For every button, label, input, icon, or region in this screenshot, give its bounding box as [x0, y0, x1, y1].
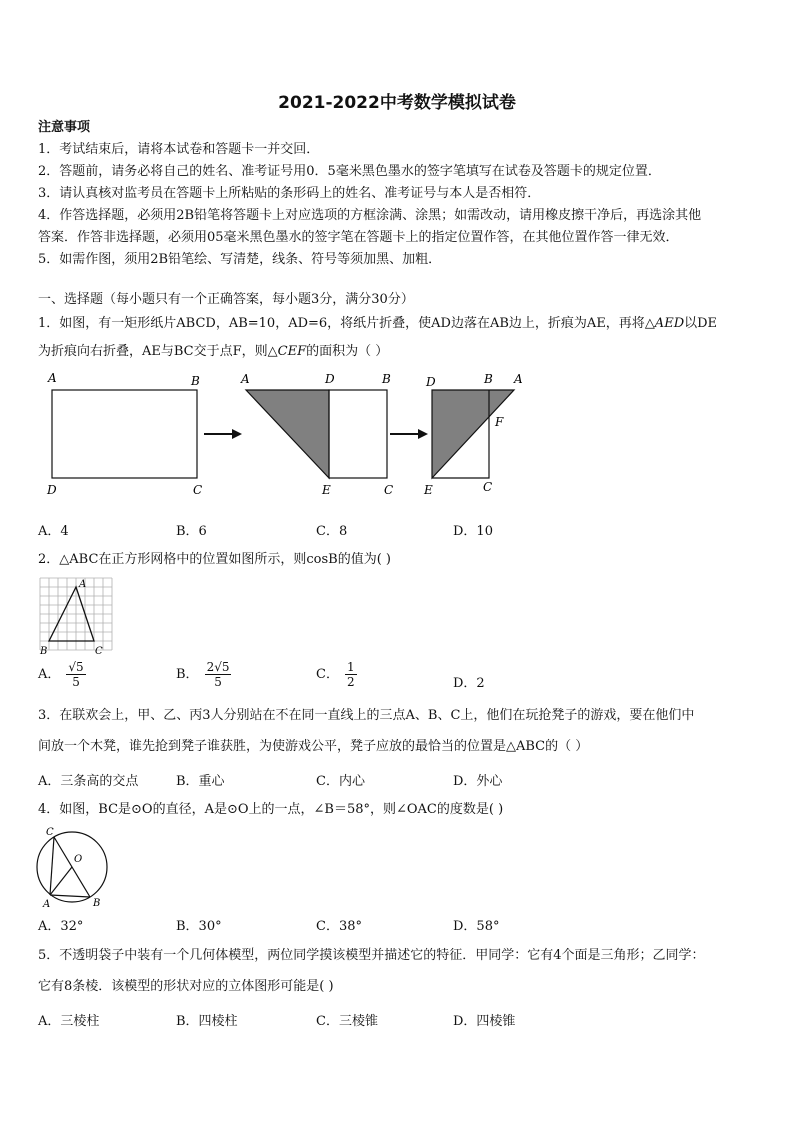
q2-option-c-numerator: 1: [346, 660, 355, 674]
q2-option-c-fraction: [345, 660, 357, 689]
q1-math-cef: △CEF: [267, 344, 307, 359]
q1-fig3-label-b: B: [484, 372, 493, 386]
q2-option-b-numerator: 2√5: [206, 660, 230, 674]
q3-option-a: A．三条高的交点: [38, 774, 139, 789]
q1-text-c: 为折痕向右折叠，AE与BC交于点F，则: [38, 344, 268, 359]
notice-item-2: 2．答题前，请务必将自己的姓名、准考证号用0．5毫米黑色墨水的签字笔填写在试卷及答题卡的规定位置．: [38, 164, 661, 179]
q1-fig2-label-b: B: [382, 372, 391, 386]
q1-text-b: 以DE: [684, 316, 718, 331]
q5-option-b: B．四棱柱: [176, 1014, 238, 1029]
notice-item-4-cont: 答案．作答非选择题，必须用05毫米黑色墨水的签字笔在答题卡上的指定位置作答，在其他位置作答一律无效．: [38, 230, 679, 245]
q1-fig2-label-d: D: [325, 372, 335, 386]
arrow-1-head: [232, 429, 242, 439]
q1-fig1-label-c: C: [193, 483, 203, 497]
exam-title: 2021-2022中考数学模拟试卷: [278, 93, 516, 113]
q1-fig2-folded-triangle: [246, 390, 329, 478]
notice-item-3: 3．请认真核对监考员在答题卡上所粘贴的条形码上的姓名、准考证号与本人是否相符．: [38, 186, 541, 201]
q1-fig3-label-a: A: [514, 372, 523, 386]
q1-fig2-label-c: C: [384, 483, 394, 497]
arrow-2-head: [418, 429, 428, 439]
q3-stem-line1: 3．在联欢会上，甲、乙、丙3人分别站在不在同一直线上的三点A、B、C上，他们在玩抢凳子的游戏，要在他们中: [38, 708, 695, 723]
notice-heading: 注意事项: [38, 120, 91, 135]
q3-option-b: B．重心: [176, 774, 225, 789]
q2-option-c-label: C．: [316, 667, 339, 682]
q4-chord-ca: [50, 837, 54, 895]
q4-radius-oa: [50, 867, 72, 895]
section-heading: 一、选择题（每小题只有一个正确答案，每小题3分，满分30分）: [38, 292, 414, 307]
q5-option-a: A．三棱柱: [38, 1014, 100, 1029]
q1-fig2-label-e: E: [322, 483, 331, 497]
q1-option-b: B．6: [176, 524, 207, 539]
q2-option-a: [38, 660, 86, 689]
q2-option-c: [316, 660, 357, 689]
q1-text-a: 1．如图，有一矩形纸片ABCD，AB=10，AD=6，将纸片折叠，使AD边落在AB边上，折痕为AE，再将: [38, 316, 645, 331]
q1-math-aed: △AED: [644, 316, 685, 331]
q2-option-c-denominator: 2: [346, 675, 355, 689]
q1-fig1-label-d: D: [47, 483, 57, 497]
q4-label-c: C: [46, 827, 54, 838]
q2-option-a-label: A．: [38, 667, 61, 682]
q5-option-c: C．三棱锥: [316, 1014, 378, 1029]
q4-option-d: D．58°: [453, 919, 500, 934]
q1-stem-line1: [38, 316, 717, 332]
q5-stem-line1: 5．不透明袋子中装有一个几何体模型，两位同学摸该模型并描述它的特征．甲同学：它有4个面是三角形；乙同学：: [38, 948, 705, 963]
q2-option-b: [176, 660, 231, 689]
q4-label-o: O: [74, 854, 83, 865]
q1-fig3-label-c: C: [483, 480, 493, 494]
q2-option-b-fraction: [205, 660, 232, 689]
q2-option-b-label: B．: [176, 667, 199, 682]
q1-rect-abcd: [52, 390, 197, 478]
q1-fig3-label-e: E: [424, 483, 433, 497]
q2-option-a-fraction: [66, 660, 85, 689]
notice-item-1: 1．考试结束后，请将本试卷和答题卡一并交回．: [38, 142, 320, 157]
q4-option-b: B．30°: [176, 919, 222, 934]
q1-fig2-rect-dbce: [329, 390, 387, 478]
q2-option-a-denominator: 5: [72, 675, 80, 689]
q2-label-b: B: [40, 646, 48, 657]
q2-option-a-numerator: √5: [68, 660, 84, 674]
q1-option-d: D．10: [453, 524, 493, 539]
q2-label-a: A: [79, 579, 87, 590]
q1-fig2-label-a: A: [241, 372, 250, 386]
q4-chord-ab: [50, 895, 90, 897]
q1-fig3-folded-triangle: [432, 390, 514, 478]
q2-option-b-denominator: 5: [214, 675, 222, 689]
q5-option-d: D．四棱锥: [453, 1014, 516, 1029]
q3-option-d: D．外心: [453, 774, 503, 789]
notice-item-5: 5．如需作图，须用2B铅笔绘、写清楚，线条、符号等须加黑、加粗．: [38, 252, 442, 267]
q5-stem-line2: 它有8条棱．该模型的形状对应的立体图形可能是( ): [38, 979, 334, 994]
q2-stem: 2．△ABC在正方形网格中的位置如图所示，则cosB的值为( ): [38, 552, 392, 567]
q1-fig3-label-f: F: [495, 415, 504, 429]
q1-fig3-label-d: D: [426, 375, 436, 389]
notice-item-4: 4．作答选择题，必须用2B铅笔将答题卡上对应选项的方框涂满、涂黑；如需改动，请用橡皮擦干净后，再选涂其他: [38, 208, 702, 223]
q2-option-d: D．2: [453, 676, 485, 691]
q4-label-b: B: [93, 898, 101, 909]
q2-label-c: C: [95, 646, 103, 657]
q4-stem: 4．如图，BC是⊙O的直径，A是⊙O上的一点，∠B＝58°，则∠OAC的度数是( ): [38, 802, 504, 817]
q1-figure: [38, 368, 538, 498]
q1-fig1-label-b: B: [191, 374, 200, 388]
q1-option-a: A．4: [38, 524, 69, 539]
q1-fig1-label-a: A: [48, 371, 57, 385]
q1-stem-line2: [38, 344, 388, 360]
q1-option-c: C．8: [316, 524, 348, 539]
q2-grid-figure: [36, 574, 120, 658]
q1-text-d: 的面积为（ ）: [306, 344, 389, 359]
q4-option-a: A．32°: [38, 919, 84, 934]
q4-label-a: A: [43, 899, 51, 910]
q3-option-c: C．内心: [316, 774, 365, 789]
q4-option-c: C．38°: [316, 919, 362, 934]
q3-stem-line2: 间放一个木凳，谁先抢到凳子谁获胜，为使游戏公平，凳子应放的最恰当的位置是△ABC的（ ）: [38, 739, 589, 754]
q4-circle-figure: [34, 824, 116, 912]
